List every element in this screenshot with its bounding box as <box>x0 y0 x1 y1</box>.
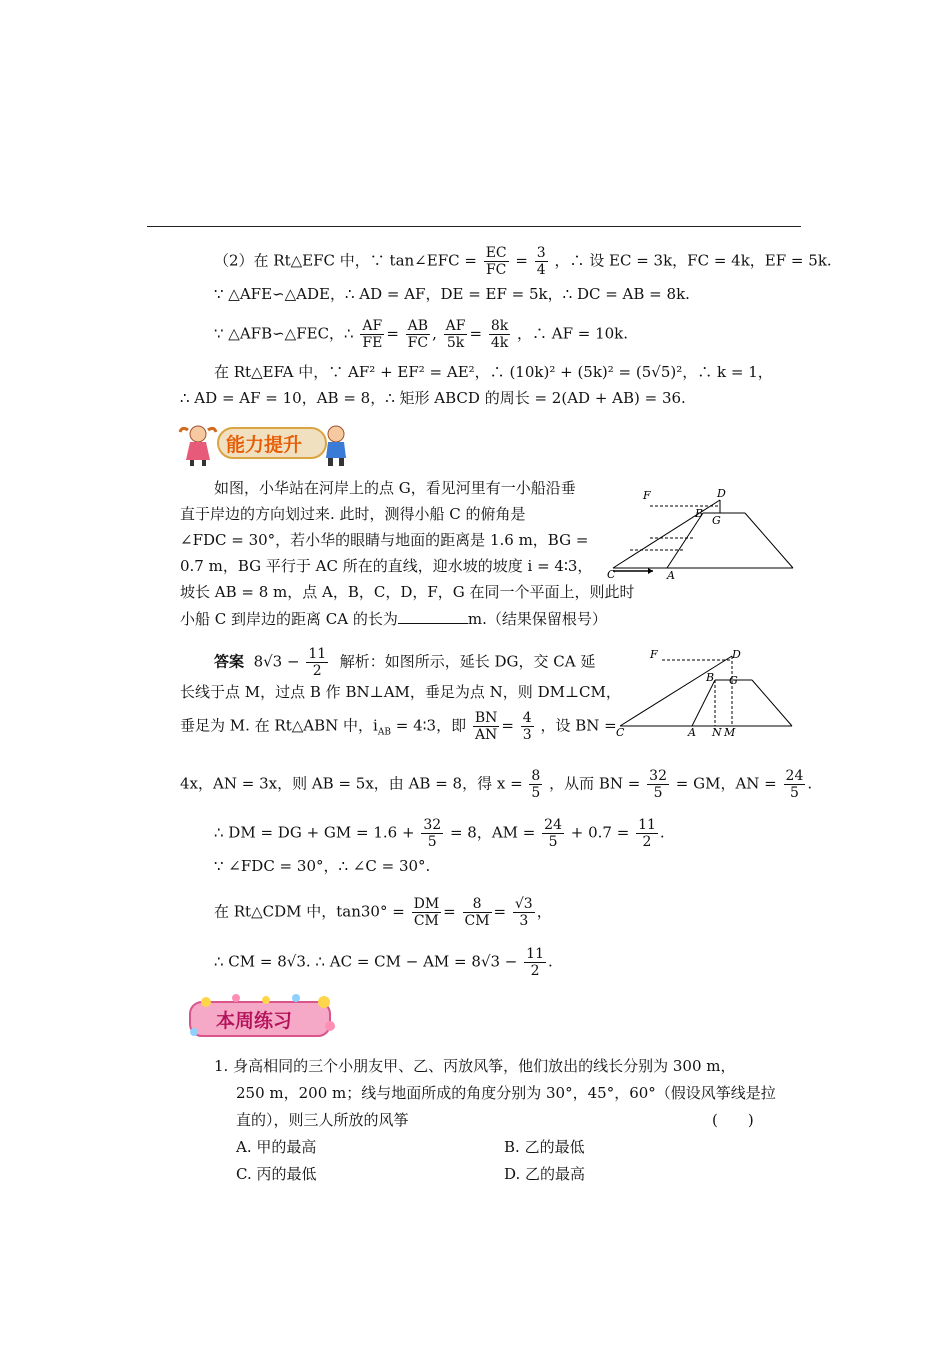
question-1-line-2: 250 m，200 m；线与地面所成的角度分别为 30°，45°，60°（假设风筝线是拉 <box>236 1084 776 1102</box>
fraction: $\frac{32}{5}$ <box>649 768 667 801</box>
fraction: $\frac{11}{2}$ <box>638 817 656 850</box>
answer-line-4: 4x，AN = 3x，则 AB = 5x，由 AB = 8，得 x = $\frac{8}{5}$ ，从而 BN = $\frac{32}{5}$ = GM，AN = $\frac{24}{5}$ . <box>180 768 813 801</box>
solution-line-4: 在 Rt△EFA 中，∵ AF² + EF² = AE²，∴ (10k)² + (5k)² = (5√5)²，∴ k = 1， <box>214 363 773 381</box>
fraction: $\frac{DM}{CM}$ <box>413 896 440 929</box>
answer-line-8: ∴ CM = 8√3. ∴ AC = CM − AM = 8√3 − $\frac{11}{2}$ . <box>214 946 553 979</box>
fraction: $\frac{11}{2}$ <box>526 946 544 979</box>
point-label: A <box>667 569 675 582</box>
fraction: $\frac{BN}{AN}$ <box>474 710 498 743</box>
answer-line-5: ∴ DM = DG + GM = 1.6 + $\frac{32}{5}$ = 8，AM = $\frac{24}{5}$ + 0.7 = $\frac{11}{2}$ . <box>214 817 665 850</box>
point-label: C <box>607 568 616 581</box>
question-1-line-1: 1. 身高相同的三个小朋友甲、乙、丙放风筝，他们放出的线长分别为 300 m， <box>214 1057 736 1075</box>
fraction: $\frac{AB}{FC}$ <box>407 318 429 351</box>
answer-line-1: 答案 8√3 − $\frac{11}{2}$ 解析：如图所示，延长 DG，交 CA 延 <box>214 646 596 679</box>
point-label: G <box>712 514 721 527</box>
ability-banner <box>178 420 353 468</box>
option-a[interactable]: A. 甲的最高 <box>236 1138 317 1156</box>
figure-1 <box>605 483 800 583</box>
fraction: $\frac{8}{CM}$ <box>464 896 490 929</box>
point-label: D <box>717 487 726 500</box>
weekly-banner <box>186 992 338 1044</box>
ability-banner-label: 能力提升 <box>226 434 303 456</box>
point-label: G <box>729 674 738 687</box>
answer-line-6: ∵ ∠FDC = 30°，∴ ∠C = 30°. <box>214 857 431 875</box>
answer-line-7: 在 Rt△CDM 中，tan30° = $\frac{DM}{CM}$ = $\frac{8}{CM}$ = $\frac{√3}{3}$ ， <box>214 896 552 929</box>
fraction: $\frac{24}{5}$ <box>785 768 804 801</box>
fraction: $\frac{24}{5}$ <box>544 817 562 850</box>
point-label: D <box>732 648 741 661</box>
fraction: $\frac{8}{5}$ <box>531 768 541 801</box>
point-label: C <box>616 726 625 739</box>
point-label: B <box>706 671 715 684</box>
problem-line-last: 小船 C 到岸边的距离 CA 的长为 m.（结果保留根号） <box>180 610 607 628</box>
fraction: $\frac{AF}{5k}$ <box>445 318 466 351</box>
point-label: F <box>650 648 658 661</box>
point-label: F <box>643 489 651 502</box>
problem-line: 如图，小华站在河岸上的点 G，看见河里有一小船沿垂 <box>214 479 576 497</box>
fraction: $\frac{EC}{FC}$ <box>485 245 507 278</box>
question-1-line-3: 直的），则三人所放的风筝 <box>236 1111 409 1129</box>
point-label: B <box>695 507 704 520</box>
option-b[interactable]: B. 乙的最低 <box>504 1138 585 1156</box>
fraction: $\frac{4}{3}$ <box>522 710 532 743</box>
problem-line: 0.7 m，BG 平行于 AC 所在的直线，迎水坡的坡度 i = 4∶3， <box>180 557 593 575</box>
point-label: N <box>712 726 722 739</box>
answer-line-3: 垂足为 M. 在 Rt△ABN 中，$i_{AB}$ = 4∶3，即 $\frac{BN}{AN}$ = $\frac{4}{3}$ ，设 BN = <box>180 710 617 743</box>
point-label: A <box>688 726 696 739</box>
fraction: $\frac{AF}{FE}$ <box>362 318 383 351</box>
problem-line: 直于岸边的方向划过来. 此时，测得小船 C 的俯角是 <box>180 505 526 523</box>
answer-blank <box>398 609 468 624</box>
fraction: $\frac{8k}{4k}$ <box>490 318 509 351</box>
fraction: $\frac{32}{5}$ <box>423 817 442 850</box>
fraction: $\frac{3}{4}$ <box>536 245 546 278</box>
fraction: $\frac{11}{2}$ <box>308 646 327 679</box>
solution-line-5: ∴ AD = AF = 10，AB = 8，∴ 矩形 ABCD 的周长 = 2(AD + AB) = 36. <box>180 389 686 407</box>
answer-paren: ( ) <box>712 1111 754 1129</box>
top-rule <box>147 226 801 227</box>
weekly-banner-label: 本周练习 <box>216 1010 293 1032</box>
point-label: M <box>724 726 736 739</box>
solution-line-1: （2）在 Rt△EFC 中，∵ tan∠EFC = $\frac{EC}{FC}$ = $\frac{3}{4}$ ，∴ 设 EC = 3k，FC = 4k，EF = 5k. <box>214 245 832 278</box>
answer-line-2: 长线于点 M，过点 B 作 BN⊥AM，垂足为点 N，则 DM⊥CM， <box>180 683 621 701</box>
solution-line-3: ∵ △AFB∽△FEC，∴ $\frac{AF}{FE}$ = $\frac{AB}{FC}$ , $\frac{AF}{5k}$ = $\frac{8k}{4k}$ ，∴ AF = 10k. <box>214 318 629 351</box>
option-d[interactable]: D. 乙的最高 <box>504 1165 586 1183</box>
figure-2 <box>612 644 802 739</box>
option-c[interactable]: C. 丙的最低 <box>236 1165 317 1183</box>
fraction: $\frac{√3}{3}$ <box>514 896 533 929</box>
solution-line-2: ∵ △AFE∽△ADE，∴ AD = AF，DE = EF = 5k，∴ DC = AB = 8k. <box>214 285 690 303</box>
problem-line: 坡长 AB = 8 m，点 A，B，C，D，F，G 在同一个平面上，则此时 <box>180 583 635 601</box>
problem-line: ∠FDC = 30°，若小华的眼睛与地面的距离是 1.6 m，BG = <box>180 531 589 549</box>
